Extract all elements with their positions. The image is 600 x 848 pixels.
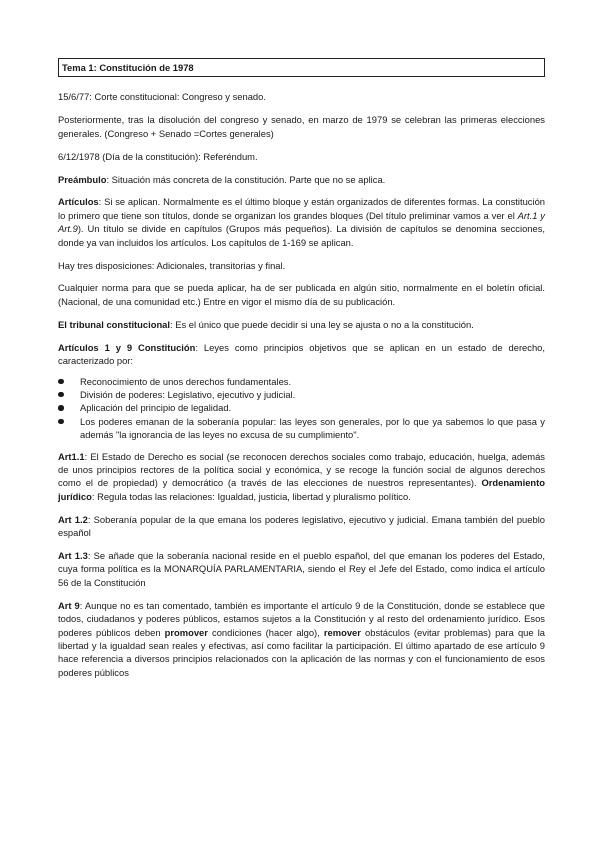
art11-label-2: Ordenamiento jurídico bbox=[58, 477, 545, 502]
list-item bbox=[58, 388, 545, 401]
articulos-text-2: ). Un título se divide en capítulos (Grupos más pequeños). La división de capítulos se denomina secciones, donde ya van incluidos los artículos. Los capítulos de 1-169 se aplican. bbox=[58, 223, 545, 248]
paragraph-art1-3 bbox=[58, 549, 545, 589]
art9-text-1: : Aunque no es tan comentado, también es importante el artículo 9 de la Constitución, donde se establece que todos, ciudadanos y poderes públicos, estamos sujetos a la Constitución y al resto del ordenamiento jurídico. Esos poderes públicos deben bbox=[58, 599, 545, 638]
bullet-icon bbox=[58, 392, 64, 398]
bullet-icon bbox=[58, 405, 64, 411]
art9-label: Art 9 bbox=[58, 599, 80, 611]
paragraph-art1-2 bbox=[58, 513, 545, 540]
paragraph-articulos bbox=[58, 195, 545, 249]
paragraph-preambulo bbox=[58, 173, 545, 186]
tribunal-label: El tribunal constitucional bbox=[58, 318, 170, 330]
preambulo-label: Preámbulo bbox=[58, 173, 107, 185]
art11-label: Art1.1 bbox=[58, 450, 85, 462]
paragraph-norma: Cualquier norma para que se pueda aplicar, ha de ser publicada en algún sitio, normalmente en el boletín oficial. (Nacional, de una comunidad etc.) Entre en vigor el mismo día de su publicación. bbox=[58, 282, 545, 307]
art13-label: Art 1.3 bbox=[58, 549, 88, 561]
bullet-list bbox=[58, 375, 545, 442]
list-item-text: Reconocimiento de unos derechos fundamentales. bbox=[80, 375, 292, 387]
list-item bbox=[58, 375, 545, 388]
paragraph-art9 bbox=[58, 599, 545, 679]
art11-text-1: : El Estado de Derecho es social (se reconocen derechos sociales como trabajo, educación, huelga, además de unos principios rectores de la política social y económica, y se recoge la función social de algunos derechos como el de propiedad) y democrático (a través de las elecciones de nuestros representantes). bbox=[58, 450, 545, 489]
list-item bbox=[58, 401, 545, 414]
articulos-label: Artículos bbox=[58, 196, 99, 208]
paragraph-tribunal bbox=[58, 318, 545, 331]
art9-text-2: condiciones (hacer algo), bbox=[207, 626, 324, 638]
tribunal-text: : Es el único que puede decidir si una ley se ajusta o no a la constitución. bbox=[170, 318, 474, 330]
art19-text: : Leyes como principios objetivos que se aplican en un estado de derecho, caracterizado por: bbox=[58, 341, 545, 367]
art19-label: Artículos 1 y 9 Constitución bbox=[58, 341, 196, 353]
art12-label: Art 1.2 bbox=[58, 513, 88, 525]
paragraph-elecciones: Posteriormente, tras la disolución del congreso y senado, en marzo de 1979 se celebran las primeras elecciones generales. (Congreso + Senado =Cortes generales) bbox=[58, 114, 545, 139]
paragraph-articulos-1-9 bbox=[58, 341, 545, 368]
art11-text-2: : Regula todas las relaciones: Igualdad, justicia, libertad y pluralismo político. bbox=[91, 490, 411, 502]
paragraph-art1-1 bbox=[58, 450, 545, 504]
paragraph-disposiciones: Hay tres disposiciones: Adicionales, transitorias y final. bbox=[58, 259, 286, 271]
list-item-text: Los poderes emanan de la soberanía popular: las leyes son generales, por lo que ya sabemos lo que pasa y además "la ignorancia de las leyes no excusa de su cumplimiento". bbox=[80, 415, 545, 441]
list-item bbox=[58, 415, 545, 442]
list-item-text: Aplicación del principio de legalidad. bbox=[80, 402, 232, 414]
bullet-icon bbox=[58, 419, 64, 425]
art9-bold-1: promover bbox=[164, 626, 208, 638]
art9-bold-2: remover bbox=[323, 626, 361, 638]
list-item-text: División de poderes: Legislativo, ejecutivo y judicial. bbox=[80, 388, 296, 400]
document-page bbox=[58, 58, 545, 689]
articulos-text-1: : Si se aplican. Normalmente es el último bloque y están organizados de diferentes formas. La constitución lo primero que tiene son títulos, donde se organizan los grandes bloques (Del título preliminar vamos a ver el bbox=[58, 196, 545, 221]
document-title: Tema 1: Constitución de 1978 bbox=[58, 58, 545, 77]
preambulo-text: : Situación más concreta de la constitución. Parte que no se aplica. bbox=[106, 173, 386, 185]
articulos-italic: Art.1 y Art.9 bbox=[58, 209, 545, 235]
art9-text-3: obstáculos (evitar problemas) para que la libertad y la igualdad sean reales y efectivas, así como facilitar la participación. El último apartado de ese artículo 9 hace referencia a diversos principios relacionados con la aplicación de las normas y con el funcionamiento de esos poderes públicos bbox=[58, 626, 545, 678]
bullet-icon bbox=[58, 379, 64, 385]
art12-text: : Soberanía popular de la que emana los poderes legislativo, ejecutivo y judicial. Emana también del pueblo español bbox=[58, 513, 545, 539]
paragraph-corte: 15/6/77: Corte constitucional: Congreso y senado. bbox=[58, 91, 266, 103]
paragraph-referendum: 6/12/1978 (Día de la constitución): Referéndum. bbox=[58, 150, 258, 162]
art13-text: : Se añade que la soberanía nacional reside en el pueblo español, del que emanan los poderes del Estado, cuya forma política es la MONARQUÍA PARLAMENTARIA, siendo el Rey el Jefe del Estado, como indica el artículo 56 de la Constitución bbox=[58, 549, 545, 588]
